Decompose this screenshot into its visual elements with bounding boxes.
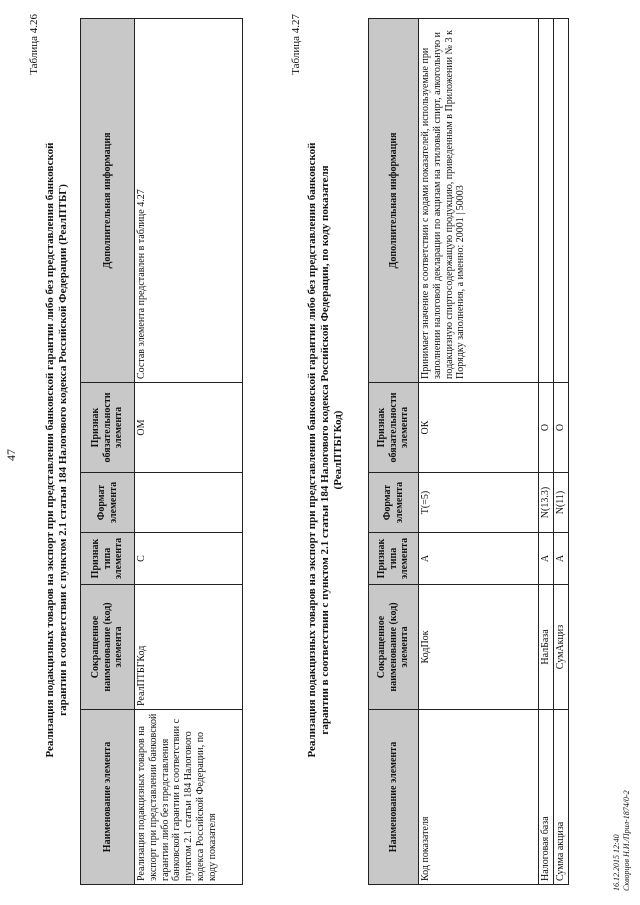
table-cell: С [135, 533, 243, 585]
page-number: 47 [4, 449, 18, 461]
table-cell: НалБаза [539, 585, 554, 710]
stamp-author: Скворцов Н.И./Прил-1874/0-2 [621, 790, 631, 891]
table-header-row [369, 19, 419, 885]
table-cell: ОК [419, 383, 539, 473]
table-cell [539, 19, 554, 383]
table-cell: Реализация подакцизных товаров на экспорт при представлении банковской гарантии либо без представления банковской гарантии в соответствии с пунктом 2.1 статьи 184 Налогового кодекса Российской Федерации, по коду показателя [135, 710, 243, 885]
table-4-27-label: Таблица 4.27 [290, 14, 302, 75]
caption-line: гарантии в соответствии с пунктом 2.1 статьи 184 Налогового кодекса Российской Федерации (РеалПТБГ) [57, 184, 70, 716]
header-cell: Признак обязательности элемента [369, 383, 419, 473]
header-cell: Наименование элемента [369, 710, 419, 885]
header-cell: Сокращенное наименование (код) элемента [81, 585, 135, 710]
table-row [539, 19, 554, 885]
header-cell: Признак типа элемента [81, 533, 135, 585]
header-cell: Наименование элемента [81, 710, 135, 885]
table-cell: Состав элемента представлен в таблице 4.27 [135, 19, 243, 383]
table-row [554, 19, 569, 885]
table-cell: N(11) [554, 473, 569, 533]
table-header-row [81, 19, 135, 885]
table-cell: Принимает значение в соответствии с кодами показателей, используемые при заполнении налоговой декларации по акцизам на этиловый спирт, алкогольную и подакцизную спиртосодержащую продукцию, приведенным в Приложении № 3 к Порядку заполнения, а именно: 20001 | 50003 [419, 19, 539, 383]
table-cell: Код показателя [419, 710, 539, 885]
stamp-date: 16.12.2015 12:40 [612, 834, 621, 891]
caption-line: гарантии в соответствии с пунктом 2.1 статьи 184 Налогового кодекса Российской Федерации, по коду показателя [319, 165, 332, 735]
table-cell: А [419, 533, 539, 585]
table-4-27 [368, 18, 569, 885]
table-cell: О [554, 383, 569, 473]
table-cell: Сумма акциза [554, 710, 569, 885]
table-cell: А [554, 533, 569, 585]
header-cell: Дополнительная информация [81, 19, 135, 383]
header-cell: Формат элемента [369, 473, 419, 533]
caption-line: Реализация подакцизных товаров на экспорт при представлении банковской гарантии либо без представления банковской [306, 142, 318, 758]
table-row [419, 19, 539, 885]
table-4-26 [80, 18, 243, 885]
caption-line: Реализация подакцизных товаров на экспорт при представлении банковской гарантии либо без представления банковской [44, 142, 56, 758]
table-cell: А [539, 533, 554, 585]
header-cell: Признак обязательности элемента [81, 383, 135, 473]
table-cell: СумАкциз [554, 585, 569, 710]
table-4-27-caption [306, 55, 346, 845]
table-cell: Т(=5) [419, 473, 539, 533]
table-cell: РеалПТБГКод [135, 585, 243, 710]
table-cell [135, 473, 243, 533]
print-stamp [612, 790, 631, 891]
table-cell: КодПок [419, 585, 539, 710]
caption-line: (РеалПТБГКод) [332, 410, 345, 490]
table-cell: О [539, 383, 554, 473]
header-cell: Дополнительная информация [369, 19, 419, 383]
table-cell: Налоговая база [539, 710, 554, 885]
table-row [135, 19, 243, 885]
table-4-26-label: Таблица 4.26 [28, 14, 40, 75]
header-cell: Формат элемента [81, 473, 135, 533]
header-cell: Сокращенное наименование (код) элемента [369, 585, 419, 710]
header-cell: Признак типа элемента [369, 533, 419, 585]
table-cell: N(13.3) [539, 473, 554, 533]
table-cell [554, 19, 569, 383]
table-cell: ОМ [135, 383, 243, 473]
table-4-26-caption [44, 55, 70, 845]
